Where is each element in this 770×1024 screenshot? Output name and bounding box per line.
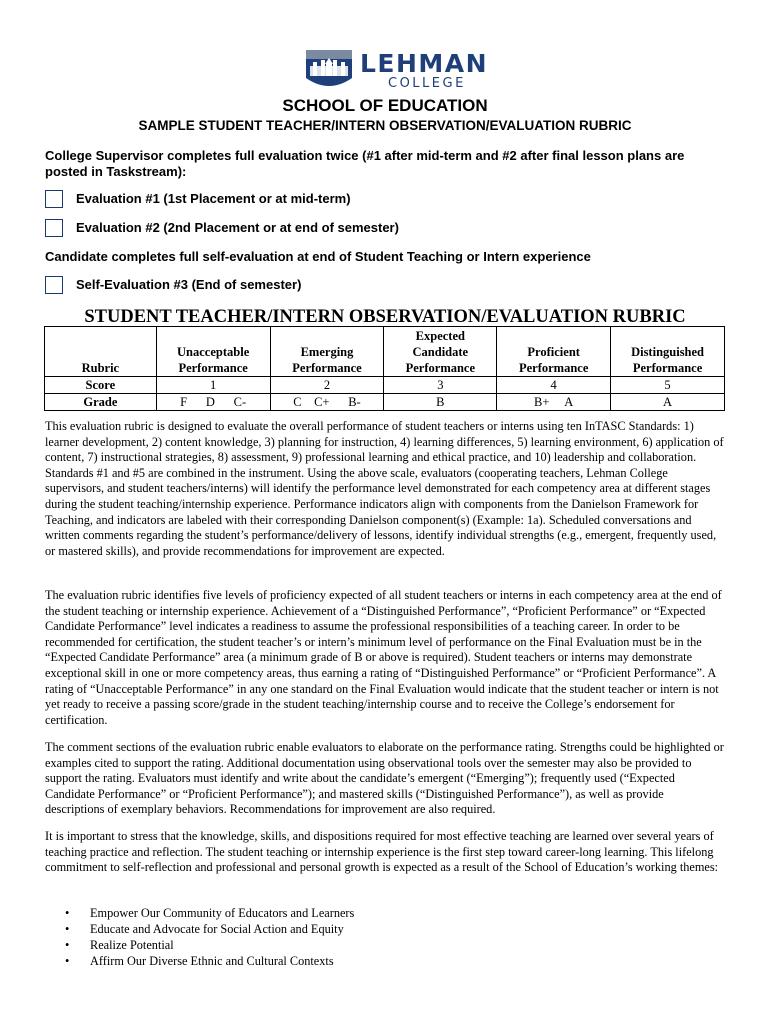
- list-item: • Affirm Our Diverse Ethnic and Cultural Contexts: [65, 954, 334, 968]
- self-evaluation-checkbox[interactable]: [45, 276, 63, 294]
- supervisor-instructions: College Supervisor completes full evaluation twice (#1 after mid-term and #2 after final lesson plans are posted in Taskstream):: [45, 148, 685, 179]
- score-cell: 5: [611, 377, 725, 394]
- lehman-college-logo: [304, 44, 489, 94]
- level-unacceptable-header: Unacceptable Performance: [156, 327, 270, 377]
- paragraph-comment-sections: The comment sections of the evaluation rubric enable evaluators to elaborate on the performance rating. Strengths could be highlighted or examples cited to support the rating. Additional documentation using observational tools over the semester may also be provided to support the rating. Evaluators must identify and write about the candidate’s emergent (“Emerging”); frequently used (“Expected Candidate Performance” or “Proficient Performance”); and mastered skills (“Distinguished Performance”), as well as provide descriptions of exemplary behaviors. Recommendations for improvement are also required.: [45, 740, 724, 817]
- list-item: • Educate and Advocate for Social Action and Equity: [65, 922, 344, 936]
- score-cell: 1: [156, 377, 270, 394]
- grade-cell: B: [384, 394, 497, 411]
- list-item: • Empower Our Community of Educators and Learners: [65, 906, 355, 920]
- paragraph-rubric-purpose: This evaluation rubric is designed to evaluate the overall performance of student teachers or interns using ten InTASC Standards: 1) learner development, 2) content knowledge, 3) planning for instruction, 4) learning differences, 5) learning environment, 6) application of content, 7) instructional strategies, 8) assessment, 9) professional learning and ethical practice, and 10) leadership and collaboration. Standards #1 and #5 are combined in the instrument. Using the above scale, evaluators (cooperating teachers, Lehman College supervisors, and student teachers/interns) will identify the performance level demonstrated for each competency area at different stages during the student teaching/internship experience. Performance indicators align with components from the Danielson Framework for Teaching, and indicators are labeled with their corresponding Danielson component(s) (Example: 1a). Scheduled conversations and written comments regarding the student’s performance/delivery of lessons, identify individual strengths (e.g., emergent, frequently used, or mastered skills), and provide recommendations for improvement are expected.: [45, 419, 724, 558]
- campus-building-icon: [304, 44, 354, 94]
- row-label-rubric: Rubric: [45, 327, 157, 377]
- bullet-icon: •: [65, 922, 70, 936]
- self-evaluation-label: Self-Evaluation #3 (End of semester): [76, 277, 302, 292]
- score-cell: 4: [497, 377, 611, 394]
- score-cell: 2: [270, 377, 384, 394]
- grade-cell: A: [611, 394, 725, 411]
- list-item: • Realize Potential: [65, 938, 174, 952]
- rubric-title: STUDENT TEACHER/INTERN OBSERVATION/EVALUATION RUBRIC: [84, 307, 686, 327]
- paragraph-lifelong-learning: It is important to stress that the knowledge, skills, and dispositions required for most effective teaching are learned over several years of teaching practice and reflection. The student teaching or internship experience is the first step toward career-long learning. This lifelong commitment to self-reflection and professional and personal growth is expected as a result of the School of Education’s working themes:: [45, 829, 719, 875]
- grade-cell: C C+ B-: [270, 394, 384, 411]
- row-label-grade: Grade: [45, 394, 157, 411]
- performance-scale-table: [44, 326, 725, 411]
- table-header-row: [45, 327, 725, 377]
- table-row-score: [45, 377, 725, 394]
- working-themes-list: [60, 905, 720, 969]
- bullet-icon: •: [65, 906, 70, 920]
- evaluation-1-row[interactable]: [45, 189, 351, 209]
- level-emerging-header: Emerging Performance: [270, 327, 384, 377]
- grade-cell: B+ A: [497, 394, 611, 411]
- level-distinguished-header: Distinguished Performance: [611, 327, 725, 377]
- paragraph-proficiency-levels: The evaluation rubric identifies five levels of proficiency expected of all student teachers or interns in each competency area at the end of the student teaching or internship experience. Achievement of a “Distinguished Performance”, “Proficient Performance” or “Expected Candidate Performance” level indicates a readiness to assume the professional responsibilities of a teaching career. In order to be recommended for certification, the student teacher’s or intern’s minimum level of performance on the Final Evaluation must be in the “Expected Candidate Performance” area (a minimum grade of B or above is required). Student teachers or interns may demonstrate exceptional skill in one or more competency areas, thus earning a rating of “Distinguished Performance” or “Proficient Performance”. A rating of “Unacceptable Performance” in any one standard on the Final Evaluation would indicate that the student teacher or intern is not yet ready to receive a passing score/grade in the student teaching/internship course and to receive the College’s endorsement for certification.: [45, 588, 722, 727]
- school-heading: SCHOOL OF EDUCATION: [282, 96, 488, 115]
- grade-cell: F D C-: [156, 394, 270, 411]
- bullet-icon: •: [65, 938, 70, 952]
- document-subtitle: SAMPLE STUDENT TEACHER/INTERN OBSERVATION/EVALUATION RUBRIC: [138, 118, 632, 133]
- logo-subtitle: COLLEGE: [388, 76, 466, 91]
- row-label-score: Score: [45, 377, 157, 394]
- bullet-icon: •: [65, 954, 70, 968]
- evaluation-2-label: Evaluation #2 (2nd Placement or at end of semester): [76, 220, 399, 235]
- score-cell: 3: [384, 377, 497, 394]
- level-expected-header: Expected Candidate Performance: [384, 327, 497, 377]
- evaluation-1-label: Evaluation #1 (1st Placement or at mid-term): [76, 191, 351, 206]
- level-proficient-header: Proficient Performance: [497, 327, 611, 377]
- evaluation-2-checkbox[interactable]: [45, 219, 63, 237]
- evaluation-1-checkbox[interactable]: [45, 190, 63, 208]
- candidate-instructions: Candidate completes full self-evaluation at end of Student Teaching or Intern experience: [45, 249, 591, 264]
- evaluation-2-row[interactable]: [45, 218, 399, 238]
- self-evaluation-row[interactable]: [45, 275, 301, 295]
- logo-wordmark: LEHMAN: [360, 49, 489, 78]
- table-row-grade: [45, 394, 725, 411]
